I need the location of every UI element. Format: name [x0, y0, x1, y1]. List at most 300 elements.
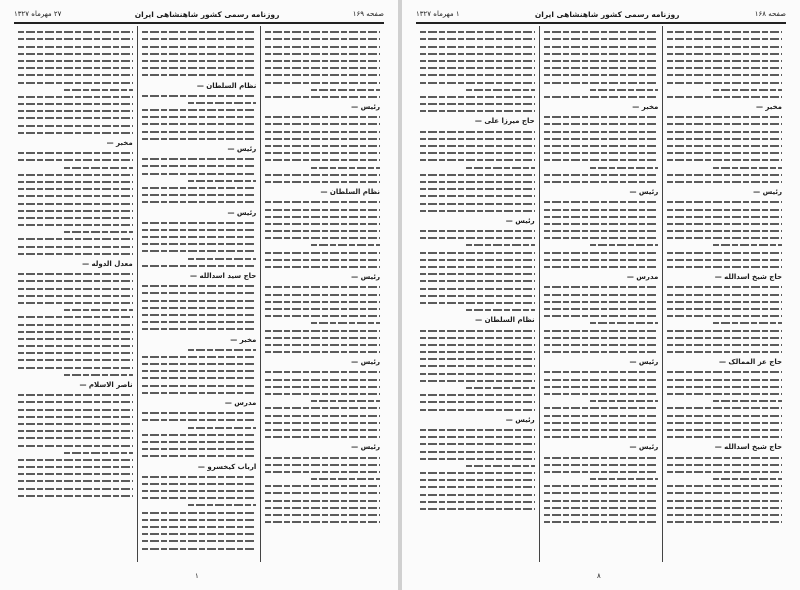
text-line [18, 67, 133, 69]
text-line [420, 365, 535, 367]
text-line [420, 409, 535, 411]
text-line [142, 548, 257, 550]
text-line [142, 300, 257, 302]
issue-date: ۲۷ مهرماه ۱۳۲۷ [14, 10, 62, 18]
text-line [142, 455, 257, 457]
text-line [420, 273, 535, 275]
text-line [420, 67, 535, 69]
text-line [142, 307, 257, 309]
speaker-heading: رئیس — [351, 358, 380, 367]
text-line [667, 301, 782, 303]
text-line [142, 321, 257, 323]
text-line [544, 237, 659, 239]
text-line [420, 46, 535, 48]
text-line [420, 82, 535, 84]
text-line [311, 322, 380, 324]
text-line [667, 386, 782, 388]
text-line [18, 345, 133, 347]
text-line [265, 31, 380, 33]
speaker-heading: رئیس — [629, 188, 659, 197]
text-line [667, 507, 782, 509]
text-line [420, 152, 535, 154]
text-line [265, 308, 380, 310]
text-line [142, 53, 257, 55]
text-line [590, 244, 659, 246]
text-line [466, 465, 535, 467]
text-line [311, 400, 380, 402]
text-line [18, 53, 133, 55]
text-line [18, 331, 133, 333]
text-line [18, 324, 133, 326]
speaker-heading: مخبر — [632, 103, 659, 112]
header-rule [14, 22, 384, 24]
text-line [18, 288, 133, 290]
text-line [18, 316, 133, 318]
text-line [420, 159, 535, 161]
text-line [142, 60, 257, 62]
text-line [265, 422, 380, 424]
issue-date: ۱ مهرماه ۱۳۲۷ [416, 10, 460, 18]
text-line [420, 252, 535, 254]
text-line [265, 386, 380, 388]
text-line [420, 358, 535, 360]
text-line [544, 116, 659, 118]
text-line [18, 82, 133, 84]
text-line [420, 53, 535, 55]
text-line [544, 131, 659, 133]
text-line [265, 252, 380, 254]
text-line [544, 337, 659, 339]
text-line [265, 371, 380, 373]
text-line [544, 53, 659, 55]
text-line [420, 494, 535, 496]
text-line [18, 367, 133, 369]
text-line [142, 116, 257, 118]
text-line [142, 38, 257, 40]
speaker-heading: رئیس — [227, 145, 257, 153]
text-line [18, 188, 133, 190]
text-line [420, 501, 535, 503]
text-line [420, 472, 535, 474]
text-line [188, 427, 257, 429]
text-line [667, 485, 782, 487]
text-line [64, 309, 133, 311]
text-line [544, 82, 659, 84]
text-line [18, 280, 133, 282]
text-line [265, 351, 380, 353]
text-line [18, 473, 133, 475]
text-line [18, 203, 133, 205]
text-line [544, 507, 659, 509]
text-line [142, 194, 257, 196]
text-columns [14, 26, 384, 562]
text-line [18, 352, 133, 354]
text-line [265, 521, 380, 523]
text-line [544, 471, 659, 473]
text-line [667, 457, 782, 459]
speaker-heading: رئیس — [753, 188, 782, 197]
text-line [64, 231, 133, 233]
text-line [188, 102, 257, 104]
text-line [544, 201, 659, 203]
text-line [142, 434, 257, 436]
speaker-heading: حاج عز الممالک — [718, 358, 782, 367]
text-line [420, 230, 535, 232]
text-line [420, 195, 535, 197]
text-line [667, 181, 782, 183]
text-line [420, 266, 535, 268]
text-columns [416, 26, 786, 562]
text-line [18, 253, 133, 255]
text-line [188, 258, 257, 260]
text-line [420, 280, 535, 282]
text-line [18, 46, 133, 48]
speaker-heading: مخبر — [230, 335, 257, 344]
text-line [265, 344, 380, 346]
text-line [713, 478, 782, 480]
text-line [667, 209, 782, 211]
text-line [142, 265, 257, 267]
text-line [265, 471, 380, 473]
text-line [18, 495, 133, 497]
text-line [713, 400, 782, 402]
text-line [466, 309, 535, 311]
text-line [667, 294, 782, 296]
text-line [265, 330, 380, 332]
text-line [544, 230, 659, 232]
text-line [667, 393, 782, 395]
newspaper-title: روزنامه رسمی کشور شاهنشاهی ایران [534, 9, 680, 19]
speaker-heading: مخبر — [106, 139, 133, 147]
text-line [590, 400, 659, 402]
text-line [265, 67, 380, 69]
page-header [416, 8, 786, 20]
column [416, 26, 540, 562]
column [540, 26, 664, 562]
text-line [265, 514, 380, 516]
text-line [420, 60, 535, 62]
text-line [142, 476, 257, 478]
text-line [667, 337, 782, 339]
text-line [667, 351, 782, 353]
text-line [142, 412, 257, 414]
text-line [311, 478, 380, 480]
text-line [18, 488, 133, 490]
text-line [667, 152, 782, 154]
text-line [466, 89, 535, 91]
text-line [311, 244, 380, 246]
text-line [544, 393, 659, 395]
text-line [667, 500, 782, 502]
text-line [544, 514, 659, 516]
speaker-heading: رئیس — [351, 443, 380, 452]
speaker-heading: رئیس — [629, 443, 659, 452]
text-line [18, 273, 133, 275]
text-line [18, 302, 133, 304]
text-line [544, 294, 659, 296]
page-number: صفحه ۱۶۹ [352, 10, 384, 18]
text-line [142, 419, 257, 421]
text-line [667, 131, 782, 133]
speaker-heading: معدل الدوله — [82, 260, 133, 268]
text-line [265, 237, 380, 239]
text-line [420, 259, 535, 261]
text-line [265, 464, 380, 466]
text-line [142, 109, 257, 111]
text-line [420, 479, 535, 481]
text-line [64, 374, 133, 376]
text-line [713, 167, 782, 169]
text-line [544, 181, 659, 183]
text-line [420, 181, 535, 183]
text-line [18, 217, 133, 219]
text-line [544, 315, 659, 317]
text-line [142, 201, 257, 203]
text-line [142, 519, 257, 521]
text-line [142, 356, 257, 358]
text-line [420, 210, 535, 212]
text-line [311, 167, 380, 169]
text-line [420, 330, 535, 332]
text-line [142, 173, 257, 175]
text-line [667, 159, 782, 161]
text-line [142, 229, 257, 231]
right-page [402, 0, 800, 590]
text-line [420, 138, 535, 140]
text-line [544, 301, 659, 303]
text-line [18, 459, 133, 461]
text-line [544, 407, 659, 409]
text-line [544, 67, 659, 69]
text-line [420, 302, 535, 304]
text-line [142, 187, 257, 189]
text-line [667, 174, 782, 176]
text-line [265, 429, 380, 431]
text-line [18, 480, 133, 482]
text-line [590, 478, 659, 480]
text-line [18, 416, 133, 418]
text-line [265, 152, 380, 154]
left-page [0, 0, 398, 590]
speaker-heading: حاج میرزا علی — [474, 117, 535, 126]
text-line [142, 497, 257, 499]
text-line [544, 344, 659, 346]
text-line [420, 486, 535, 488]
column [138, 26, 262, 562]
text-line [544, 223, 659, 225]
text-line [265, 201, 380, 203]
text-line [544, 521, 659, 523]
text-line [188, 349, 257, 351]
text-line [544, 38, 659, 40]
text-line [667, 471, 782, 473]
text-line [265, 181, 380, 183]
text-line [667, 371, 782, 373]
page-number: صفحه ۱۶۸ [754, 10, 786, 18]
text-line [18, 445, 133, 447]
text-line [265, 209, 380, 211]
text-line [667, 216, 782, 218]
column [663, 26, 786, 562]
text-line [18, 74, 133, 76]
speaker-heading: رئیس — [351, 273, 380, 282]
text-line [18, 210, 133, 212]
text-line [544, 46, 659, 48]
text-line [265, 259, 380, 261]
text-line [420, 380, 535, 382]
text-line [544, 60, 659, 62]
text-line [420, 74, 535, 76]
folio-number: ۱ [195, 572, 199, 580]
text-line [142, 483, 257, 485]
text-line [265, 123, 380, 125]
text-line [667, 464, 782, 466]
text-line [667, 315, 782, 317]
text-line [265, 116, 380, 118]
text-line [667, 308, 782, 310]
text-line [667, 53, 782, 55]
text-line [142, 377, 257, 379]
text-line [18, 409, 133, 411]
text-line [265, 145, 380, 147]
text-line [667, 145, 782, 147]
text-line [18, 125, 133, 127]
text-line [667, 286, 782, 288]
text-line [667, 31, 782, 33]
text-line [420, 401, 535, 403]
text-line [18, 110, 133, 112]
text-line [265, 230, 380, 232]
text-line [18, 117, 133, 119]
text-line [544, 457, 659, 459]
text-line [667, 422, 782, 424]
text-line [667, 266, 782, 268]
folio-number: ۸ [597, 572, 601, 580]
speaker-heading: نظام السلطان — [475, 316, 535, 325]
text-line [18, 224, 133, 226]
text-line [142, 123, 257, 125]
header-rule [416, 22, 786, 24]
text-line [18, 401, 133, 403]
text-line [420, 237, 535, 239]
text-line [544, 266, 659, 268]
text-line [311, 89, 380, 91]
text-line [667, 223, 782, 225]
text-line [142, 363, 257, 365]
text-line [544, 500, 659, 502]
text-line [713, 89, 782, 91]
text-line [466, 244, 535, 246]
text-line [544, 74, 659, 76]
text-line [18, 423, 133, 425]
text-line [188, 180, 257, 182]
text-line [142, 328, 257, 330]
text-line [544, 330, 659, 332]
text-line [18, 338, 133, 340]
text-line [667, 514, 782, 516]
text-line [420, 38, 535, 40]
text-line [667, 379, 782, 381]
text-line [265, 492, 380, 494]
text-line [544, 351, 659, 353]
text-line [420, 351, 535, 353]
text-line [544, 429, 659, 431]
text-line [142, 285, 257, 287]
text-line [265, 294, 380, 296]
text-line [142, 540, 257, 542]
text-line [18, 103, 133, 105]
speaker-heading: حاج شیخ اسدالله — [714, 273, 782, 282]
text-line [420, 394, 535, 396]
text-line [667, 123, 782, 125]
newspaper-title: روزنامه رسمی کشور شاهنشاهی ایران [134, 9, 280, 19]
text-line [667, 407, 782, 409]
text-line [142, 526, 257, 528]
text-line [544, 159, 659, 161]
text-line [18, 430, 133, 432]
text-line [18, 132, 133, 134]
text-line [544, 286, 659, 288]
text-line [142, 158, 257, 160]
text-line [667, 429, 782, 431]
text-line [667, 60, 782, 62]
speaker-heading: رئیس — [351, 103, 380, 112]
text-line [544, 464, 659, 466]
column [14, 26, 138, 562]
text-line [466, 167, 535, 169]
text-line [420, 295, 535, 297]
text-line [142, 370, 257, 372]
text-line [667, 415, 782, 417]
text-line [18, 437, 133, 439]
text-line [544, 371, 659, 373]
text-line [420, 188, 535, 190]
column [261, 26, 384, 562]
text-line [142, 243, 257, 245]
text-line [420, 508, 535, 510]
text-line [18, 295, 133, 297]
text-line [667, 492, 782, 494]
text-line [544, 216, 659, 218]
text-line [544, 252, 659, 254]
text-line [544, 379, 659, 381]
text-line [18, 31, 133, 33]
text-line [265, 457, 380, 459]
text-line [265, 46, 380, 48]
text-line [265, 216, 380, 218]
text-line [142, 533, 257, 535]
text-line [544, 209, 659, 211]
text-line [142, 292, 257, 294]
text-line [265, 301, 380, 303]
text-line [142, 385, 257, 387]
text-line [544, 152, 659, 154]
text-line [142, 46, 257, 48]
text-line [667, 252, 782, 254]
text-line [142, 165, 257, 167]
text-line [18, 238, 133, 240]
text-line [188, 504, 257, 506]
text-line [142, 95, 257, 97]
text-line [265, 286, 380, 288]
text-line [590, 167, 659, 169]
text-line [18, 181, 133, 183]
text-line [18, 195, 133, 197]
speaker-heading: نظام السلطان — [320, 188, 380, 197]
text-line [265, 74, 380, 76]
text-line [544, 415, 659, 417]
text-line [667, 259, 782, 261]
